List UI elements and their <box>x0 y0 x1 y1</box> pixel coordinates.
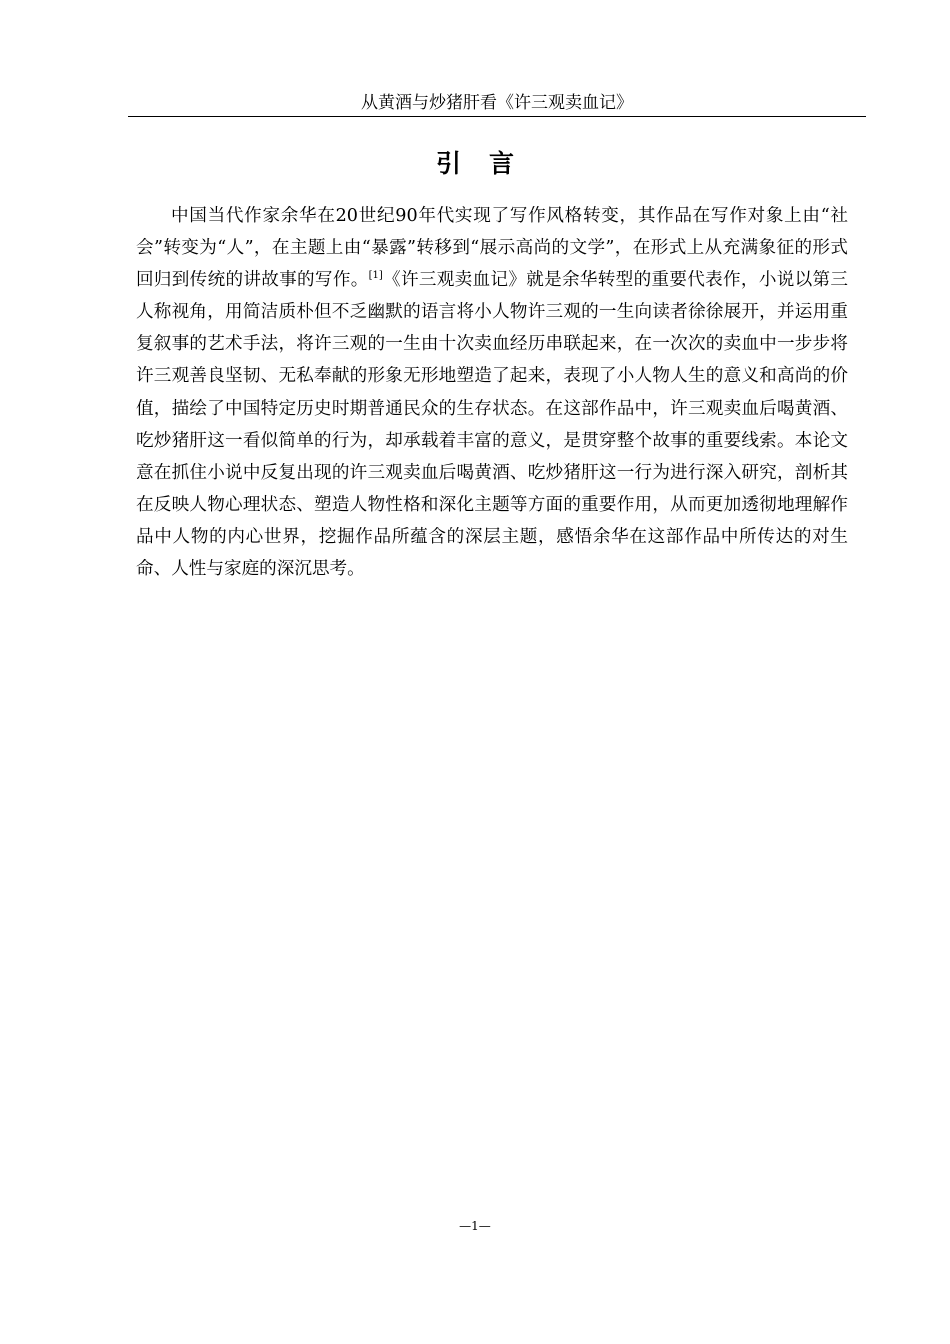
paragraph-text-part-1: 中国当代作家余华在20世纪90年代实现了写作风格转变，其作品在写作对象上由“社会”转变为“人”，在主题上由“暴露”转移到“展示高尚的文学”，在形式上从充满象征的形式回归到传统的讲故事的写作。 <box>136 206 848 291</box>
citation-marker: [1] <box>368 270 383 282</box>
paragraph-text-part-2: 《许三观卖血记》就是余华转型的重要代表作，小说以第三人称视角，用简洁质朴但不乏幽默的语言将小人物许三观的一生向读者徐徐展开，并运用重复叙事的艺术手法，将许三观的一生由十次卖血经历串联起来，在一次次的卖血中一步步将许三观善良坚韧、无私奉献的形象无形地塑造了起来，表现了小人物人生的意义和高尚的价值，描绘了中国特定历史时期普通民众的生存状态。在这部作品中，许三观卖血后喝黄酒、吃炒猪肝这一看似简单的行为，却承载着丰富的意义，是贯穿整个故事的重要线索。本论文意在抓住小说中反复出现的许三观卖血后喝黄酒、吃炒猪肝这一行为进行深入研究，剖析其在反映人物心理状态、塑造人物性格和深化主题等方面的重要作用，从而更加透彻地理解作品中人物的内心世界，挖掘作品所蕴含的深层主题，感悟余华在这部作品中所传达的对生命、人性与家庭的深沉思考。 <box>136 270 848 580</box>
body-paragraph <box>136 200 848 585</box>
page-number: —1— <box>459 1219 491 1233</box>
running-title: 从黄酒与炒猪肝看《许三观卖血记》 <box>361 93 633 113</box>
page-header <box>128 90 866 117</box>
section-title: 引言 <box>435 149 542 178</box>
